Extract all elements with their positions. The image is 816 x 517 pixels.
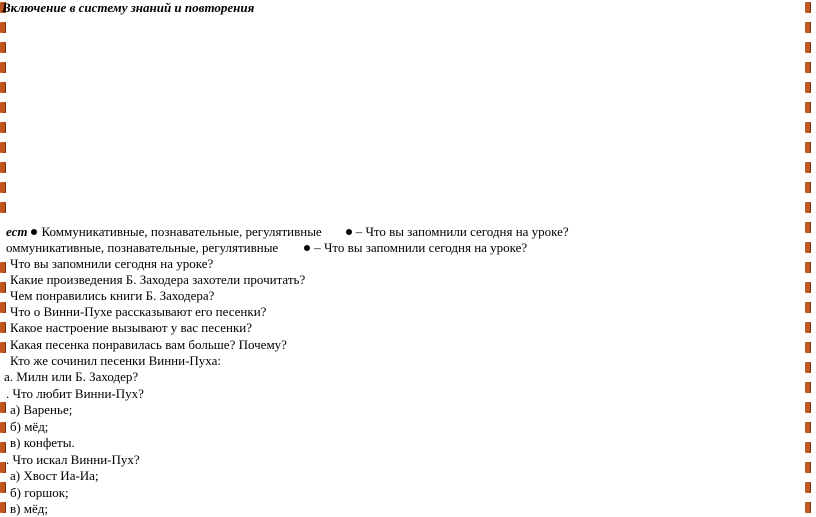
brick [0, 182, 6, 193]
list-item: Какие произведения Б. Заходера захотели прочитать? [10, 272, 306, 287]
brick [805, 302, 811, 313]
list-item: Что вы запомнили сегодня на уроке? [10, 256, 214, 271]
brick [805, 22, 811, 33]
brick [805, 102, 811, 113]
list-item: в) мёд; [10, 501, 48, 516]
brick [805, 442, 811, 453]
brick [805, 422, 811, 433]
list-item: а) Варенье; [10, 402, 73, 417]
brick [805, 122, 811, 133]
brick [0, 262, 6, 273]
brick [0, 102, 6, 113]
brick [0, 302, 6, 313]
brick [805, 202, 811, 213]
list-item: Кто же сочинил песенки Винни-Пуха: [10, 353, 222, 368]
brick [0, 402, 6, 413]
brick [0, 22, 6, 33]
brick [0, 142, 6, 153]
list-item: Что о Винни-Пухе рассказывают его песенки? [10, 304, 267, 319]
list-item: б) горшок; [10, 485, 69, 500]
competencies-row-secondary [6, 240, 527, 256]
brick [0, 322, 6, 333]
brick [805, 462, 811, 473]
list-item: а. Милн или Б. Заходер? [4, 369, 139, 384]
competencies-row-primary [6, 224, 569, 240]
bullet-icon [304, 245, 310, 251]
list-item: б) мёд; [10, 419, 49, 434]
brick [805, 262, 811, 273]
brick [805, 502, 811, 513]
brick [805, 362, 811, 373]
list-item: Чем понравились книги Б. Заходера? [10, 288, 215, 303]
brick [0, 502, 6, 513]
bullet-icon [346, 229, 352, 235]
brick [805, 82, 811, 93]
list-item: Какая песенка понравилась вам больше? Почему? [10, 337, 287, 352]
left-decorative-border [0, 0, 6, 517]
question-text: – Что вы запомнили сегодня на уроке? [314, 240, 528, 255]
competencies-text: Коммуникативные, познавательные, регулятивные [41, 224, 322, 239]
brick [0, 282, 6, 293]
list-item: . Что искал Винни-Пух? [6, 452, 140, 467]
brick [805, 242, 811, 253]
brick [0, 482, 6, 493]
brick [805, 482, 811, 493]
brick [805, 142, 811, 153]
brick [0, 202, 6, 213]
brick [0, 62, 6, 73]
brick [805, 2, 811, 13]
brick [805, 382, 811, 393]
brick [805, 62, 811, 73]
brick [0, 122, 6, 133]
list-item: Какое настроение вызывают у вас песенки? [10, 320, 253, 335]
brick [805, 162, 811, 173]
brick [0, 82, 6, 93]
competencies-text: оммуникативные, познавательные, регулятивные [6, 240, 279, 255]
list-item: в) конфеты. [10, 435, 75, 450]
brick [805, 222, 811, 233]
brick [0, 422, 6, 433]
row-prefix: ест [6, 224, 28, 239]
bullet-icon [31, 229, 37, 235]
question-text: – Что вы запомнили сегодня на уроке? [355, 224, 569, 239]
list-item: . Что любит Винни-Пух? [6, 386, 144, 401]
brick [0, 342, 6, 353]
brick [805, 342, 811, 353]
brick [805, 322, 811, 333]
brick [0, 42, 6, 53]
list-item: а) Хвост Иа-Иа; [10, 468, 99, 483]
brick [805, 282, 811, 293]
brick [0, 162, 6, 173]
brick [805, 182, 811, 193]
brick [805, 402, 811, 413]
section-heading: Включение в систему знаний и повторения [2, 0, 255, 15]
brick [805, 42, 811, 53]
right-decorative-border [805, 0, 811, 517]
